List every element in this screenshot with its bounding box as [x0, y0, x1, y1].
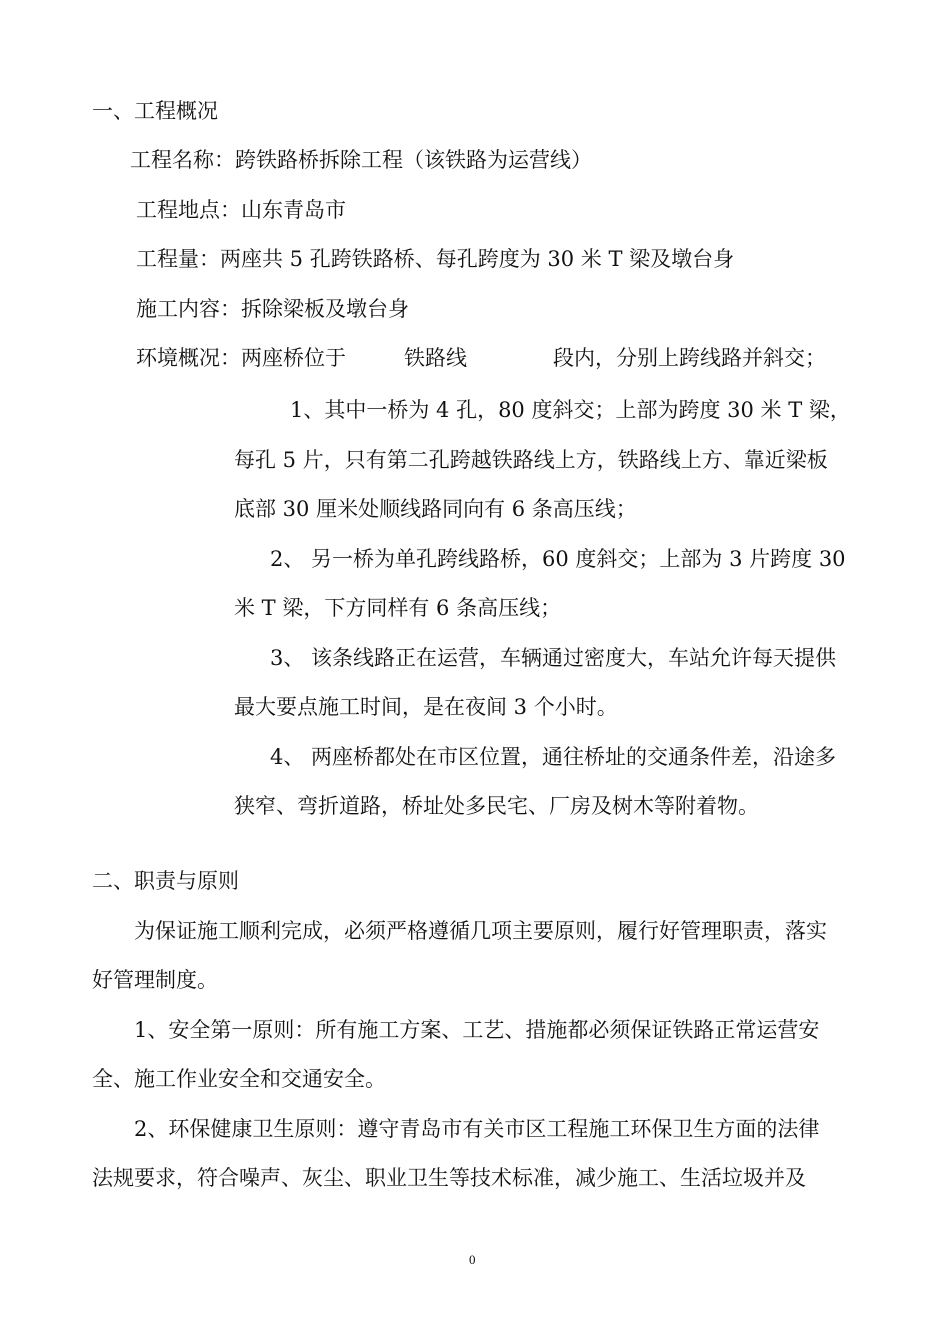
- item-2-line-2: 米 T 梁，下方同样有 6 条高压线；: [234, 596, 562, 620]
- page-number: 0: [469, 1252, 476, 1267]
- principle-2-line-1: 2、环保健康卫生原则：遵守青岛市有关市区工程施工环保卫生方面的法律: [134, 1117, 820, 1141]
- item-1-line-1: 1、其中一桥为 4 孔，80 度斜交；上部为跨度 30 米 T 梁，: [290, 398, 851, 422]
- item-4-line-2: 狭窄、弯折道路，桥址处多民宅、厂房及树木等附着物。: [234, 794, 759, 818]
- principle-1-line-2: 全、施工作业安全和交通安全。: [92, 1067, 386, 1091]
- environment-overview: [136, 344, 826, 372]
- environment-prefix: 环境概况：两座桥位于: [136, 346, 346, 370]
- item-3-line-2: 最大要点施工时间，是在夜间 3 个小时。: [234, 695, 618, 719]
- principle-2-line-2: 法规要求，符合噪声、灰尘、职业卫生等技术标准，减少施工、生活垃圾并及: [92, 1166, 806, 1190]
- project-quantity: 工程量：两座共 5 孔跨铁路桥、每孔跨度为 30 米 T 梁及墩台身: [136, 247, 735, 271]
- item-1-line-2: 每孔 5 片，只有第二孔跨越铁路线上方，铁路线上方、靠近梁板: [234, 448, 828, 472]
- item-2-line-1: 2、 另一桥为单孔跨线路桥，60 度斜交；上部为 3 片跨度 30: [270, 547, 846, 571]
- construction-content: 施工内容：拆除梁板及墩台身: [136, 297, 409, 321]
- duties-intro-line-2: 好管理制度。: [92, 968, 218, 992]
- item-1-line-3: 底部 30 厘米处顺线路同向有 6 条高压线；: [234, 497, 637, 521]
- project-name: 工程名称：跨铁路桥拆除工程（该铁路为运营线）: [130, 148, 592, 172]
- item-4-line-1: 4、 两座桥都处在市区位置，通往桥址的交通条件差，沿途多: [270, 745, 837, 769]
- project-location: 工程地点：山东青岛市: [136, 198, 346, 222]
- item-3-line-1: 3、 该条线路正在运营，车辆通过密度大，车站允许每天提供: [270, 646, 837, 670]
- duties-intro-line-1: 为保证施工顺利完成，必须严格遵循几项主要原则，履行好管理职责，落实: [134, 919, 827, 943]
- environment-railway: 铁路线: [404, 346, 467, 370]
- principle-1-line-1: 1、安全第一原则：所有施工方案、工艺、措施都必须保证铁路正常运营安: [134, 1018, 820, 1042]
- section-heading-duties: 二、职责与原则: [92, 869, 239, 893]
- environment-suffix: 段内，分别上跨线路并斜交；: [553, 346, 826, 370]
- section-heading-overview: 一、工程概况: [92, 99, 218, 123]
